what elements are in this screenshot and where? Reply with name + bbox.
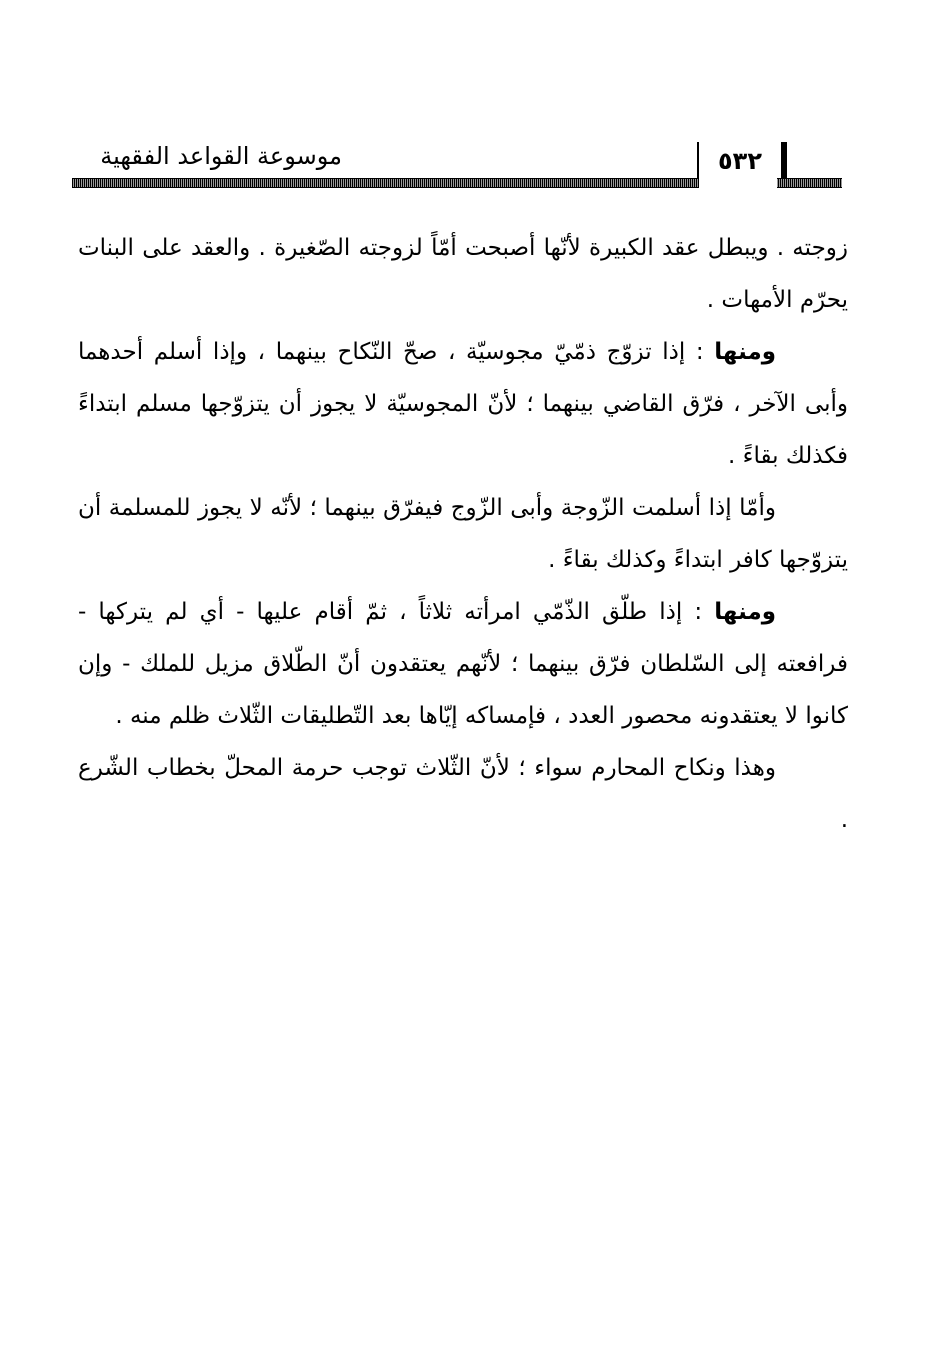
book-title: موسوعة القواعد الفقهية xyxy=(100,142,342,170)
paragraph-text: وهذا ونكاح المحارم سواء ؛ لأنّ الثّلاث توجب حرمة المحلّ بخطاب الشّرع . xyxy=(78,755,848,833)
paragraph xyxy=(78,742,848,846)
paragraph xyxy=(78,482,848,586)
paragraph xyxy=(78,326,848,482)
paragraph xyxy=(78,222,848,326)
paragraph-text: زوجته . ويبطل عقد الكبيرة لأنّها أصبحت أمّاً لزوجته الصّغيرة . والعقد على البنات يحرّم الأمهات . xyxy=(78,235,848,313)
paragraph-lead: ومنها xyxy=(714,339,776,365)
page-header xyxy=(72,132,842,192)
paragraph-text: وأمّا إذا أسلمت الزّوجة وأبى الزّوج فيفرّق بينهما ؛ لأنّه لا يجوز للمسلمة أن يتزوّجها كافر ابتداءً وكذلك بقاءً . xyxy=(78,495,848,573)
paragraph-text: : إذا طلّق الذّمّي امرأته ثلاثاً ، ثمّ أقام عليها - أي لم يتركها - فرافعته إلى السّلطان فرّق بينهما ؛ لأنّهم يعتقدون أنّ الطّلاق مزيل للملك - وإن كانوا لا يعتقدونه محصور العدد ، فإمساكه إيّاها بعد التّطليقات الثّلاث ظلم منه . xyxy=(78,599,848,729)
paragraph-lead: ومنها xyxy=(714,599,776,625)
paragraph xyxy=(78,586,848,742)
paragraph-text: : إذا تزوّج ذمّيّ مجوسيّة ، صحّ النّكاح بينهما ، وإذا أسلم أحدهما وأبى الآخر ، فرّق القاضي بينهما ؛ لأنّ المجوسيّة لا يجوز أن يتزوّجها مسلم ابتداءً فكذلك بقاءً . xyxy=(78,339,848,469)
page-body xyxy=(78,222,848,846)
page-number: ٥٣٢ xyxy=(697,142,787,180)
